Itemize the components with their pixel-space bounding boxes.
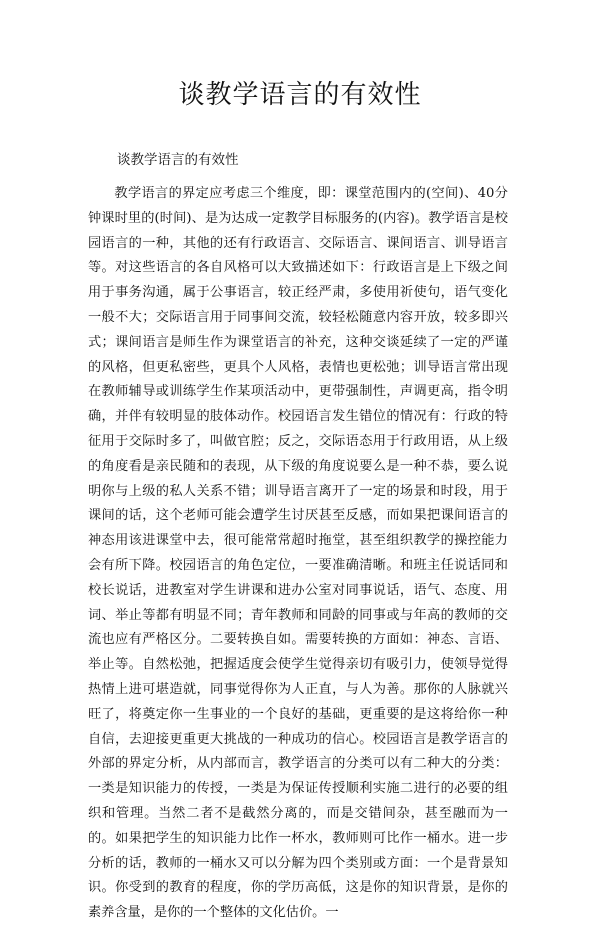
document-title: 谈教学语言的有效性 xyxy=(178,80,422,110)
body-paragraph: 教学语言的界定应考虑三个维度，即：课堂范围内的(空间)、40分钟课时里的(时间)、是为达成一定教学目标服务的(内容)。教学语言是校园语言的一种，其他的还有行政语言、交际语言、课间语言、训导语言等。对这些语言的各自风格可以大致描述如下：行政语言是上下级之间用于事务沟通，属于公事语言，较正经严肃，多使用祈使句，语气变化一般不大；交际语言用于同事间交流，较轻松随意内容开放，较多即兴式；课间语言是师生作为课堂语言的补充，这种交谈延续了一定的严谨的风格，但更私密些，更具个人风格，表情也更松弛；训导语言常出现在教师辅导或训练学生作某项活动中，更带强制性，声调更高，指令明确，并伴有较明显的肢体动作。校园语言发生错位的情况有：行政的特征用于交际时多了，叫做官腔；反之，交际语态用于行政用语，从上级的角度看是亲民随和的表现，从下级的角度说要么是一种不恭，要么说明你与上级的私人关系不错；训导语言离开了一定的场景和时段，用于课间的话，这个老师可能会遭学生讨厌甚至反感，而如果把课间语言的神态用该进课堂中去，很可能常常超时拖堂，甚至组织教学的操控能力会有所下降。校园语言的角色定位，一要准确清晰。和班主任说话同和校长说话，进教室对学生讲课和进办公室对同事说话，语气、态度、用词、举止等都有明显不同；青年教师和同龄的同事或与年高的教师的交流也应有严格区分。二要转换自如。需要转换的方面如：神态、言语、举止等。自然松弛，把握适度会使学生觉得亲切有吸引力，使领导觉得热情上进可堪造就，同事觉得你为人正直，与人为善。那你的人脉就兴旺了，将奠定你一生事业的一个良好的基础，更重要的是这将给你一种自信，去迎接更重更大挑战的一种成功的信心。校园语言是教学语言的外部的界定分析，从内部而言，教学语言的分类可以有二种大的分类：一类是知识能力的传授，一类是为保证传授顺利实施二进行的必要的组织和管理。当然二者不是截然分离的，而是交错间杂，甚至融而为一的。如果把学生的知识能力比作一杯水，教师则可比作一桶水。进一步分析的话，教师的一桶水又可以分解为四个类别或方面：一个是背景知识。你受到的教育的程度，你的学历高低，这是你的知识背景，是你的素养含量，是你的一个整体的文化估价。一 xyxy=(88,186,508,921)
document-subtitle: 谈教学语言的有效性 xyxy=(117,152,239,168)
